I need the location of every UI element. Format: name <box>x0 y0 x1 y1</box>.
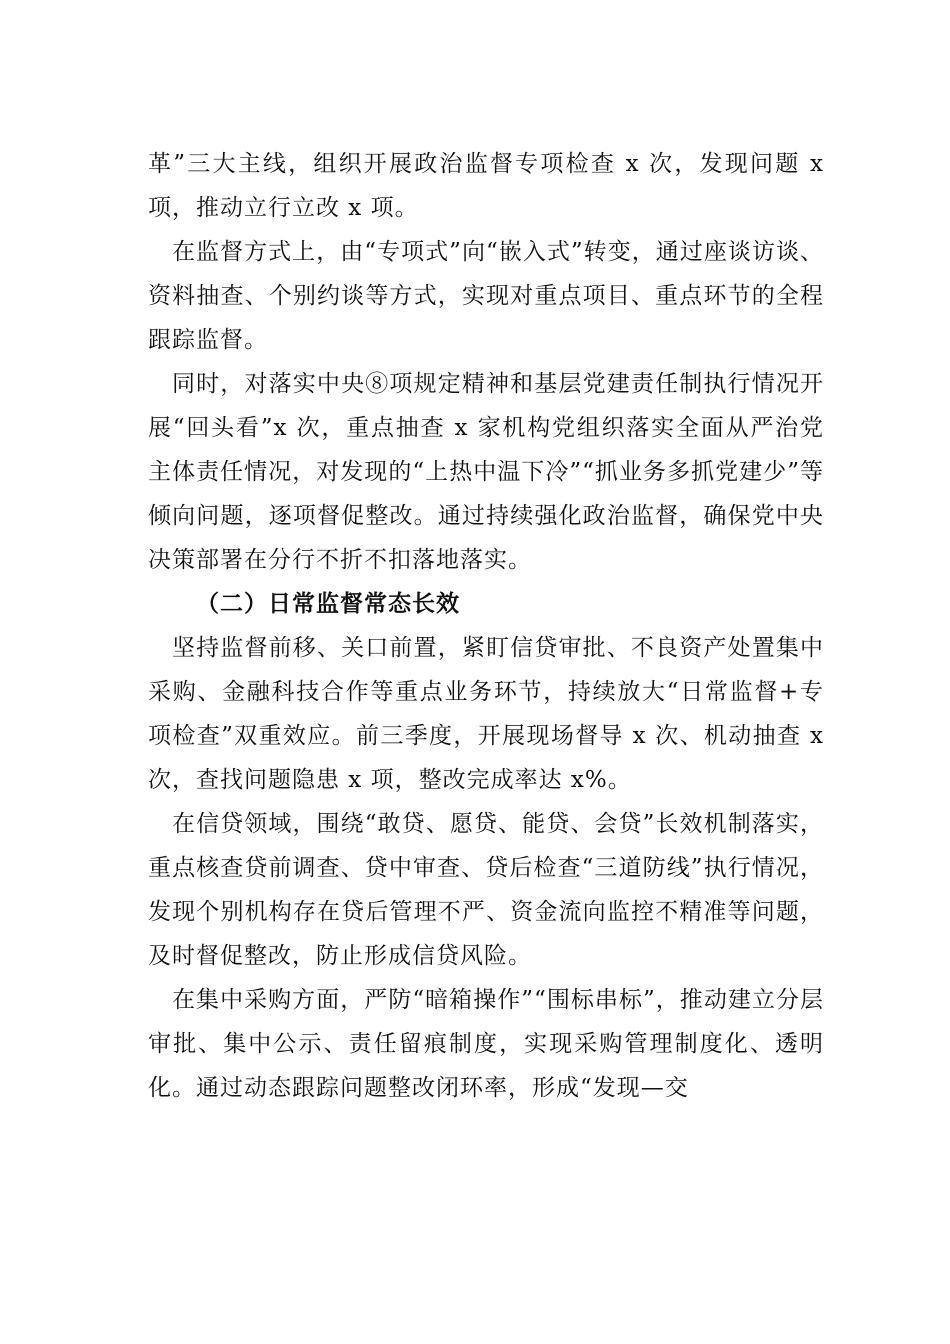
paragraph-look-back: 同时，对落实中央⑧项规定精神和基层党建责任制执行情况开展“回头看”x 次，重点抽查 x 家机构党组织落实全面从严治党主体责任情况，对发现的“上热中温下冷”“抓业务多抓党建少”等倾向问题，逐项督促整改。通过持续强化政治监督，确保党中央决策部署在分行不折不扣落地落实。 <box>148 371 824 573</box>
document-body <box>148 142 824 1110</box>
paragraph-credit-field: 在信贷领域，围绕“敢贷、愿贷、能贷、会贷”长效机制落实，重点核查贷前调查、贷中审查、贷后检查“三道防线”执行情况，发现个别机构存在贷后管理不严、资金流向监控不精准等问题，及时督促整改，防止形成信贷风险。 <box>148 811 824 969</box>
paragraph-supervision-method: 在监督方式上，由“专项式”向“嵌入式”转变，通过座谈访谈、资料抽查、个别约谈等方式，实现对重点项目、重点环节的全程跟踪监督。 <box>148 239 824 353</box>
paragraph-supervision-forward: 坚持监督前移、关口前置，紧盯信贷审批、不良资产处置集中采购、金融科技合作等重点业务环节，持续放大“日常监督+专项检查”双重效应。前三季度，开展现场督导 x 次、机动抽查 x 次，查找问题隐患 x 项，整改完成率达 x%。 <box>148 635 824 793</box>
paragraph-continuation: 革”三大主线，组织开展政治监督专项检查 x 次，发现问题 x 项，推动立行立改 x 项。 <box>148 151 824 221</box>
paragraph-procurement: 在集中采购方面，严防“暗箱操作”“围标串标”，推动建立分层审批、集中公示、责任留痕制度，实现采购管理制度化、透明化。通过动态跟踪问题整改闭环率，形成“发现—交 <box>148 987 824 1101</box>
section-heading-daily-supervision: （二）日常监督常态长效 <box>196 591 460 617</box>
